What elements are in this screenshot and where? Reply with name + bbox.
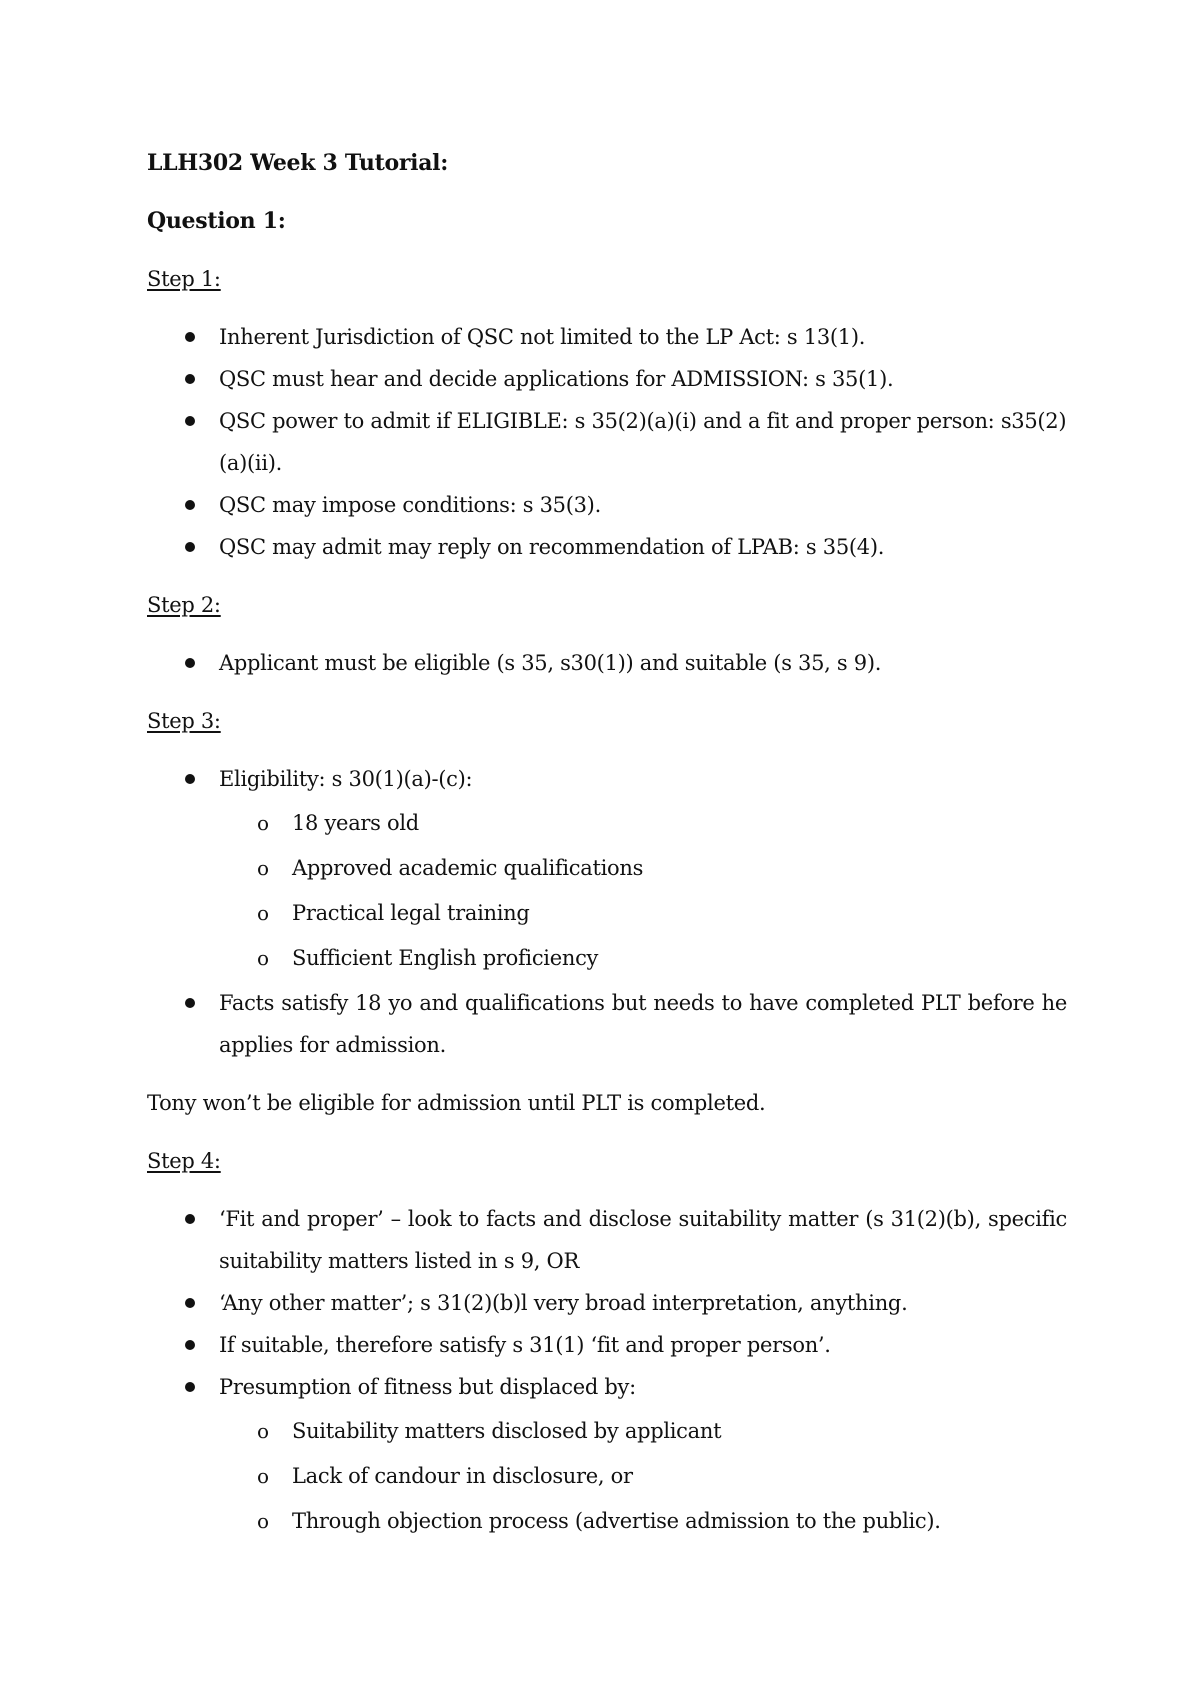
list-item: Presumption of fitness but displaced by: o Suitability matters disclosed by applicant o Lack of candour in disclosure, or o Through objection process (advertise admission to the public). xyxy=(147,1366,1067,1542)
list-item: Facts satisfy 18 yo and qualifications but needs to have completed PLT before he applies for admission. xyxy=(147,982,1067,1066)
document-body xyxy=(147,142,1067,1558)
step-4-sub-list xyxy=(219,1410,1067,1542)
bullet-icon xyxy=(185,774,195,784)
list-item: If suitable, therefore satisfy s 31(1) ‘fit and proper person’. xyxy=(147,1324,1067,1366)
list-item: QSC must hear and decide applications for ADMISSION: s 35(1). xyxy=(147,358,1067,400)
step-3-conclusion: Tony won’t be eligible for admission until PLT is completed. xyxy=(147,1091,766,1115)
bullet-icon xyxy=(185,1340,195,1350)
bullet-icon xyxy=(185,416,195,426)
sub-list-item: o Approved academic qualifications xyxy=(219,847,1067,889)
step-1-list xyxy=(147,316,1067,568)
list-item: Applicant must be eligible (s 35, s30(1)) and suitable (s 35, s 9). xyxy=(147,642,1067,684)
bullet-icon xyxy=(185,374,195,384)
hollow-bullet-icon: o xyxy=(257,856,269,880)
question-heading: Question 1: xyxy=(147,208,286,234)
hollow-bullet-icon: o xyxy=(257,1509,269,1533)
step-4-heading: Step 4: xyxy=(147,1149,221,1173)
step-1-heading: Step 1: xyxy=(147,267,221,291)
hollow-bullet-icon: o xyxy=(257,946,269,970)
list-item: Eligibility: s 30(1)(a)-(c): o 18 years old o Approved academic qualifications o Practical legal training o Sufficient English proficiency xyxy=(147,758,1067,979)
list-item: QSC may impose conditions: s 35(3). xyxy=(147,484,1067,526)
step-4-list xyxy=(147,1198,1067,1542)
bullet-icon xyxy=(185,998,195,1008)
sub-list-item: o Sufficient English proficiency xyxy=(219,937,1067,979)
list-item: Inherent Jurisdiction of QSC not limited to the LP Act: s 13(1). xyxy=(147,316,1067,358)
bullet-icon xyxy=(185,332,195,342)
step-2-heading: Step 2: xyxy=(147,593,221,617)
list-item: QSC may admit may reply on recommendation of LPAB: s 35(4). xyxy=(147,526,1067,568)
list-item: ‘Fit and proper’ – look to facts and disclose suitability matter (s 31(2)(b), specific suitability matters listed in s 9, OR xyxy=(147,1198,1067,1282)
list-item: QSC power to admit if ELIGIBLE: s 35(2)(a)(i) and a fit and proper person: s35(2)(a)(ii). xyxy=(147,400,1067,484)
hollow-bullet-icon: o xyxy=(257,901,269,925)
bullet-icon xyxy=(185,542,195,552)
sub-list-item: o 18 years old xyxy=(219,802,1067,844)
step-3-list xyxy=(147,758,1067,1066)
hollow-bullet-icon: o xyxy=(257,811,269,835)
sub-list-item: o Through objection process (advertise admission to the public). xyxy=(219,1500,1067,1542)
step-2-list xyxy=(147,642,1067,684)
step-3-sub-list xyxy=(219,802,1067,979)
document-title: LLH302 Week 3 Tutorial: xyxy=(147,150,449,176)
hollow-bullet-icon: o xyxy=(257,1464,269,1488)
sub-list-item: o Practical legal training xyxy=(219,892,1067,934)
bullet-icon xyxy=(185,1382,195,1392)
bullet-icon xyxy=(185,1214,195,1224)
bullet-icon xyxy=(185,1298,195,1308)
sub-list-item: o Lack of candour in disclosure, or xyxy=(219,1455,1067,1497)
bullet-icon xyxy=(185,500,195,510)
step-3-heading: Step 3: xyxy=(147,709,221,733)
hollow-bullet-icon: o xyxy=(257,1419,269,1443)
sub-list-item: o Suitability matters disclosed by applicant xyxy=(219,1410,1067,1452)
bullet-icon xyxy=(185,658,195,668)
list-item: ‘Any other matter’; s 31(2)(b)l very broad interpretation, anything. xyxy=(147,1282,1067,1324)
